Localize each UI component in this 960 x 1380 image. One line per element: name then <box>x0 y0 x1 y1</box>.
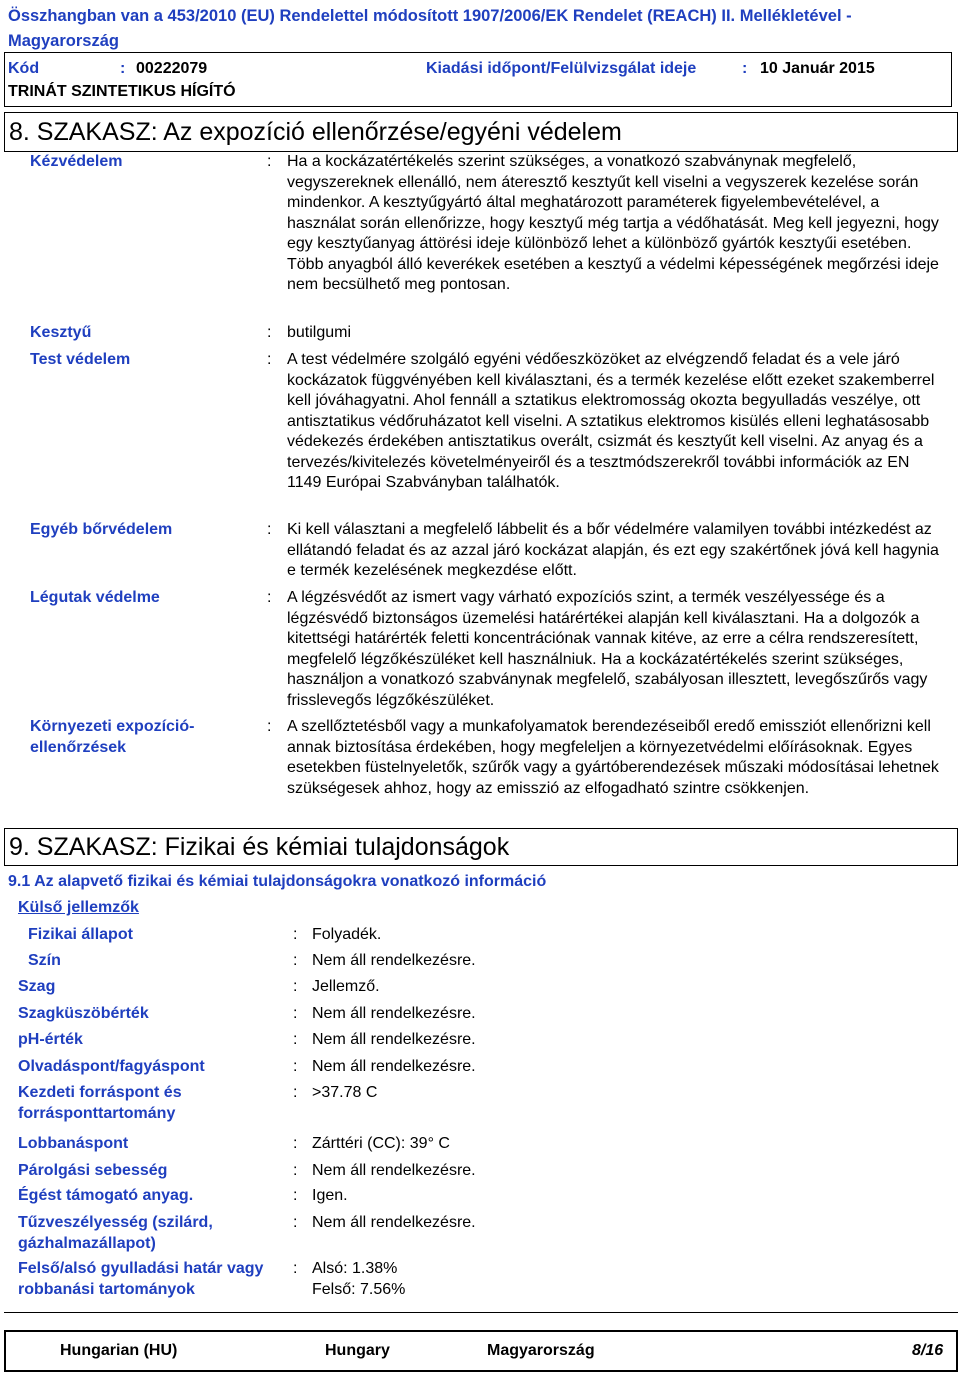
value-ph: Nem áll rendelkezésre. <box>312 1031 476 1048</box>
page-number: 8/16 <box>912 1342 944 1359</box>
colon: : <box>267 589 272 606</box>
label-environmental-exposure: Környezeti expozíció-ellenőrzések <box>30 718 195 756</box>
colon: : <box>293 1162 298 1179</box>
colon: : <box>267 324 272 341</box>
label-odor-threshold: Szagküszöbérték <box>18 1005 149 1022</box>
date-value: 10 Január 2015 <box>760 60 875 77</box>
colon: : <box>267 351 272 368</box>
label-odor: Szag <box>18 978 56 995</box>
code-colon: : <box>120 60 126 77</box>
colon: : <box>293 1135 298 1152</box>
section9-title-box <box>4 828 958 866</box>
value-hand-protection: Ha a kockázatértékelés szerint szükséges, a vonatkozó szabványnak megfelelő, vegyszereknek ellenálló, nem áteresztő kesztyűt kell viselni a vegyszerek kezelése során mindenkor. A kesztyűgyártó által meghatározott paraméterek figyelembevételével, a használat során ellenőrizze, hogy kesztyű még tartja a védőhatását. Meg kell jegyezni, hogy egy kesztyűanyag áttörési ideje különböző lehet a különböző gyártók kesztyűi esetében. Több anyagból álló keverékek esetében a kesztyű a védelmi képességének megőrzési ideje nem becsülhető meg pontosan. <box>287 153 939 293</box>
value-body-protection: A test védelmére szolgáló egyéni védőeszközöket az elvégzendő feladat és a vele járó kockázatok függvényében kell kiválasztani, és a termék kezelése előtt ezeket szakemberrel kell jóváhagyatni. Ahol fennáll a sztatikus elektromosság okozta begyulladás veszélye, ott antisztatikus védőruházatot kell viselni. A sztatikus elektromos kisülés elleni leghatásosabb védekezés érdekében antisztatikus overált, csizmát és kesztyűt kell viselni. Az anyag és a tervezés/kivitelezés követelményeiről és a tesztmódszerekről további információk az EN 1149 Európai Szabványban találhatók. <box>287 351 935 491</box>
colon: : <box>267 521 272 538</box>
footer-country: Hungary <box>325 1342 390 1359</box>
value-physical-state: Folyadék. <box>312 926 382 943</box>
value-explosion-limit-upper: Felső: 7.56% <box>312 1281 406 1298</box>
date-label: Kiadási időpont/Felülvizsgálat ideje <box>426 60 697 77</box>
label-oxidizing: Égést támogató anyag. <box>18 1187 194 1204</box>
label-flash-point: Lobbanáspont <box>18 1135 129 1152</box>
colon: : <box>293 952 298 969</box>
label-other-skin-protection: Egyéb bőrvédelem <box>30 521 173 538</box>
label-ph: pH-érték <box>18 1031 83 1048</box>
value-respiratory-protection: A légzésvédőt az ismert vagy várható expozíciós szint, a termék veszélyessége és a légzésvédő biztonságos üzemelési határértékei alapján kell kiválasztani. Ha a dolgozók a kitettségi határérték feletti koncentrációnak vannak kitéve, az erre a célra rendszeresített, megfelelő légzőkészüléket kell használniuk. Ha a kockázatértékelés szerint szükséges, használjon a vonatkozó szabványnak megfelelő, szabályosan illesztett, levegőszűrős vagy frisslevegős légzőkészüléket. <box>287 589 928 709</box>
label-flammability: Tűzveszélyesség (szilárd, gázhalmazállapot) <box>18 1214 213 1252</box>
colon: : <box>293 1260 298 1277</box>
product-name: TRINÁT SZINTETIKUS HÍGÍTÓ <box>8 83 236 100</box>
value-color: Nem áll rendelkezésre. <box>312 952 476 969</box>
date-colon: : <box>742 60 748 77</box>
label-body-protection: Test védelem <box>30 351 131 368</box>
colon: : <box>293 978 298 995</box>
colon: : <box>267 718 272 735</box>
section9-title: 9. SZAKASZ: Fizikai és kémiai tulajdonságok <box>9 833 510 861</box>
colon: : <box>293 1031 298 1048</box>
colon: : <box>293 1187 298 1204</box>
colon: : <box>293 1214 298 1231</box>
label-explosion-limits: Felső/alsó gyulladási határ vagy robbanási tartományok <box>18 1260 264 1298</box>
section9-subtitle: 9.1 Az alapvető fizikai és kémiai tulajdonságokra vonatkozó információ <box>8 873 547 890</box>
label-boiling-point: Kezdeti forráspont és forrásponttartomány <box>18 1084 182 1122</box>
label-melting-point: Olvadáspont/fagyáspont <box>18 1058 205 1075</box>
colon: : <box>293 1058 298 1075</box>
value-odor-threshold: Nem áll rendelkezésre. <box>312 1005 476 1022</box>
code-value: 00222079 <box>136 60 208 77</box>
value-melting-point: Nem áll rendelkezésre. <box>312 1058 476 1075</box>
colon: : <box>293 1005 298 1022</box>
section8-title: 8. SZAKASZ: Az expozíció ellenőrzése/egyéni védelem <box>9 118 622 146</box>
colon: : <box>293 1084 298 1101</box>
label-glove: Kesztyű <box>30 324 92 341</box>
value-other-skin-protection: Ki kell választani a megfelelő lábbelit és a bőr védelmére valamilyen további intézkedést az ellátandó feladat és az azzal járó kockázat alapján, és ezt egy szakértőnek jóvá kell hagynia e termék kezelésének megkezdése előtt. <box>287 521 939 579</box>
section9-group-title: Külső jellemzők <box>18 899 139 916</box>
value-explosion-limit-lower: Alsó: 1.38% <box>312 1260 398 1277</box>
document-title: Összhangban van a 453/2010 (EU) Rendelettel módosított 1907/2006/EK Rendelet (REACH) II. Mellékletével - Magyarország <box>8 7 852 50</box>
colon: : <box>293 926 298 943</box>
footer-language: Hungarian (HU) <box>60 1342 178 1359</box>
value-odor: Jellemző. <box>312 978 380 995</box>
footer-country-local: Magyarország <box>487 1342 595 1359</box>
colon: : <box>267 153 272 170</box>
section8-title-box <box>4 112 958 152</box>
value-flammability: Nem áll rendelkezésre. <box>312 1214 476 1231</box>
label-respiratory-protection: Légutak védelme <box>30 589 160 606</box>
code-label: Kód <box>8 60 40 77</box>
value-glove: butilgumi <box>287 324 352 341</box>
value-environmental-exposure: A szellőztetésből vagy a munkafolyamatok berendezéseiből eredő emissziót ellenőrizni kell annak biztosítása érdekében, hogy megfeleljen a környezetvédelmi előírásoknak. Egyes esetekben füstelnyeletők, szűrők vagy a gyártóberendezések műszaki módosításai lehetnek szükségesek ahhoz, hogy az emisszió az elfogadható szintre csökkenjen. <box>287 718 939 797</box>
value-boiling-point: >37.78 C <box>312 1084 378 1101</box>
value-oxidizing: Igen. <box>312 1187 348 1204</box>
label-hand-protection: Kézvédelem <box>30 153 123 170</box>
value-evaporation-rate: Nem áll rendelkezésre. <box>312 1162 476 1179</box>
value-flash-point: Zárttéri (CC): 39° C <box>312 1135 450 1152</box>
footer-divider <box>4 1312 958 1313</box>
label-physical-state: Fizikai állapot <box>28 926 133 943</box>
label-evaporation-rate: Párolgási sebesség <box>18 1162 168 1179</box>
label-color: Szín <box>28 952 61 969</box>
